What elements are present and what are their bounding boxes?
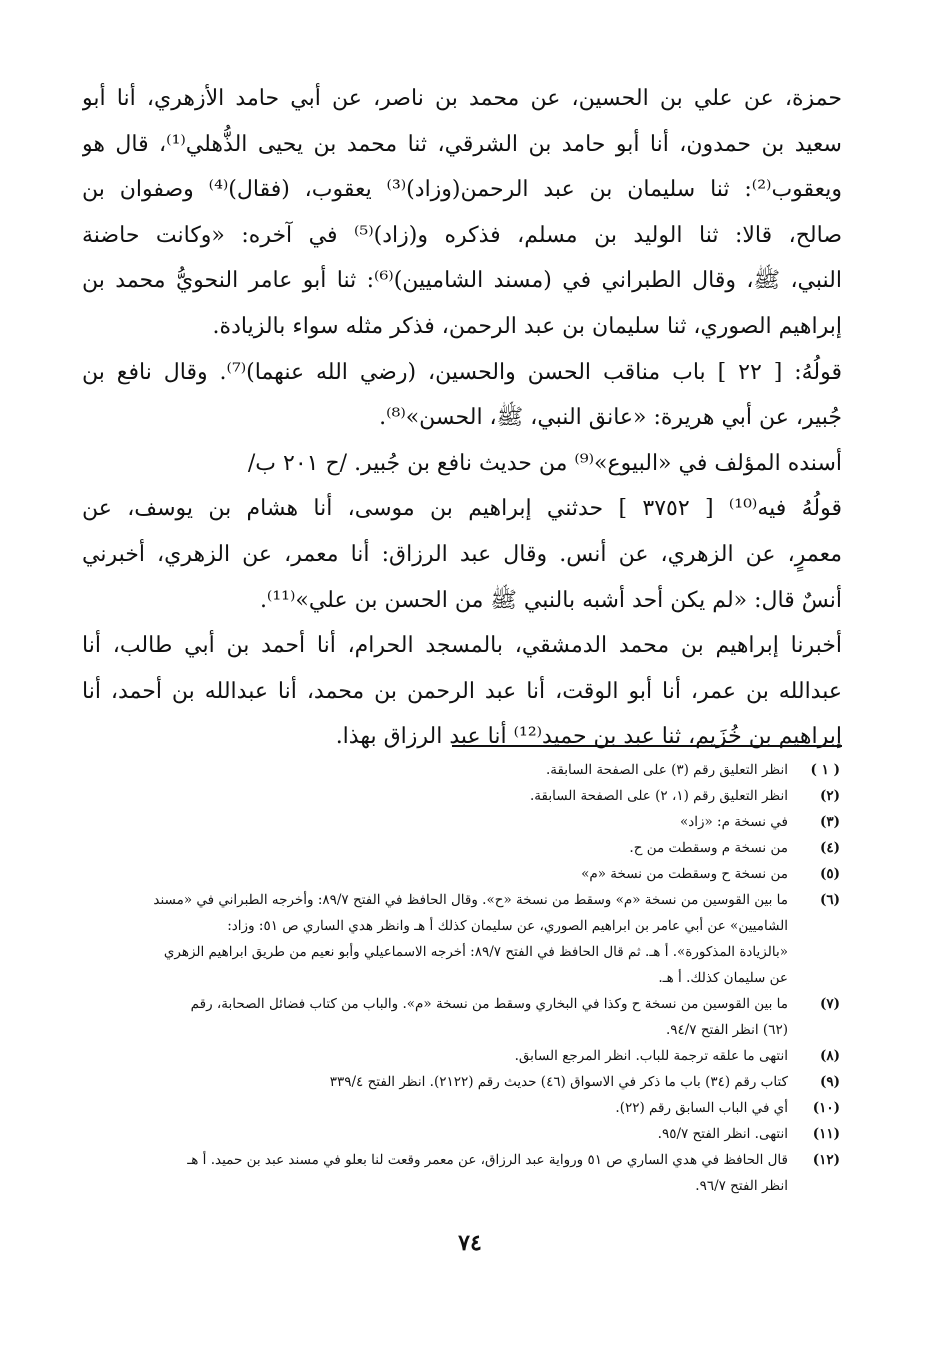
footnote-number: (٣) [819, 814, 840, 830]
footnote [88, 1069, 840, 1095]
footnote-text: انظر الفتح ٩٦/٧. [695, 1178, 788, 1194]
footnote [88, 991, 840, 1043]
footnote [88, 1121, 840, 1147]
text-line: إبراهيم الصوري، ثنا سليمان بن عبد الرحمن، فذكر مثله سواء بالزيادة. [212, 313, 842, 339]
footnote-text: انظر التعليق رقم (٣) على الصفحة السابقة. [545, 762, 788, 778]
footnote-text: قال الحافظ في هدي الساري ص ٥١ ورواية عبد الرزاق، عن معمر وقعت لنا بعلو في مسند عبد بن حميد. أ هـ [187, 1152, 788, 1168]
footnote-text: انتهى. انظر الفتح ٩٥/٧. [657, 1126, 788, 1142]
footnote-text: انتهى ما علقه ترجمة للباب. انظر المرجع السابق. [514, 1048, 788, 1064]
footnote-text: ما بين القوسين من نسخة «م» وسقط من نسخة «ح». وقال الحافظ في الفتح ٨٩/٧: وأخرجه الطبراني في «مسند [153, 892, 788, 908]
text-line: قولُهُ: [ ٢٢ ] باب مناقب الحسن والحسين، (رضي الله عنهما)⁽⁷⁾. وقال نافع بن [82, 359, 842, 385]
footnote-number: ( ١ ) [810, 762, 840, 778]
footnote-number: (٢) [819, 788, 840, 804]
footnotes [88, 757, 840, 1199]
footnote-number: (٨) [819, 1048, 840, 1064]
main-text [82, 76, 842, 760]
footnote [88, 887, 840, 991]
footnote [88, 835, 840, 861]
page-number: ٧٤ [458, 1230, 482, 1256]
text-line: معمرٍ، عن الزهري، عن أنس. وقال عبد الرزاق: أنا معمر، عن الزهري، أخبرني [82, 541, 842, 567]
footnote-text: الشاميين» عن أبي عامر بن ابراهيم الصوري، عن سليمان كذلك أ هـ وانظر هدي الساري ص ٥١: وزاد: [227, 918, 788, 934]
footnote-text: كتاب رقم (٣٤) باب ما ذكر في الاسواق (٤٦) حديث رقم (٢١٢٢). انظر الفتح ٣٣٩/٤ [329, 1074, 788, 1090]
footnote-text: «بالزيادة المذكورة». أ هـ. ثم قال الحافظ في الفتح ٨٩/٧: أخرجه الاسماعيلي وأبو نعيم من طريق ابراهيم الزهري [163, 944, 788, 960]
text-line: أخبرنا إبراهيم بن محمد الدمشقي، بالمسجد الحرام، أنا أحمد بن أبي طالب، أنا [82, 633, 842, 659]
footnote-text: من نسخة ح وسقطت من نسخة «م» [581, 866, 788, 882]
footnote-number: (٩) [819, 1074, 840, 1090]
footnote-number: (٤) [819, 840, 840, 856]
footnote-number: (٥) [819, 866, 840, 882]
footnote-text: من نسخة م وسقطت من ح. [629, 840, 788, 856]
text-line: قولُهُ فيه⁽¹⁰⁾ [ ٣٧٥٢ ] حدثني إبراهيم بن موسى، أنا هشام بن يوسف، عن [82, 496, 842, 522]
footnote [88, 809, 840, 835]
footnote [88, 783, 840, 809]
footnote-text: عن سليمان كذلك. أ هـ. [658, 970, 788, 986]
footnote [88, 1147, 840, 1199]
footnote [88, 1043, 840, 1069]
text-line: أنسٌ قال: «لم يكن أحد أشبه بالنبي ﷺ من الحسن بن علي»⁽¹¹⁾. [259, 587, 842, 613]
footnote-text: ما بين القوسين من نسخة ح وكذا في البخاري وسقط من نسخة «م». والباب من كتاب فضائل الصحابة، رقم [190, 996, 788, 1012]
footnote-text: (٦٢) انظر الفتح ٩٤/٧. [665, 1022, 788, 1038]
footnote-number: (٦) [819, 892, 840, 908]
footnote [88, 861, 840, 887]
text-line: حمزة، عن علي بن الحسين، عن محمد بن ناصر، عن أبي حامد الأزهري، أنا أبو [82, 86, 842, 111]
footnote-text: انظر التعليق رقم (١، ٢) على الصفحة السابقة. [530, 788, 788, 804]
footnote-number: (١٢) [812, 1152, 840, 1168]
text-line: أسنده المؤلف في «البيوع»⁽⁹⁾ من حديث نافع بن جُبير. /ح ٢٠١ ب/ [247, 450, 842, 476]
text-line: ويعقوب⁽²⁾: ثنا سليمان بن عبد الرحمن(وزاد)⁽³⁾ يعقوب، (فقال)⁽⁴⁾ وصفوان بن [82, 177, 842, 203]
text-line: النبي، ﷺ، وقال الطبراني في (مسند الشاميين)⁽⁶⁾: ثنا أبو عامر النحويُّ محمد بن [82, 268, 842, 294]
footnote-text: في نسخة م: «زاد» [679, 814, 788, 830]
footnote-number: (١٠) [812, 1100, 840, 1116]
footnote-number: (٧) [819, 996, 840, 1012]
footnote [88, 1095, 840, 1121]
text-line: إبراهيم بن خُزَيم، ثنا عبد بن حميد⁽¹²⁾ أنا عبد الرزاق بهذا. [335, 724, 842, 750]
text-line: سعيد بن حمدون، أنا أبو حامد بن الشرقي، ثنا محمد بن يحيى الذُّهلي⁽¹⁾، قال هو [82, 131, 842, 157]
footnote [88, 757, 840, 783]
text-line: صالح، قالا: ثنا الوليد بن مسلم، فذكره و(زاد)⁽⁵⁾ في آخره: «وكانت حاضنة [82, 222, 842, 248]
footnote-text: أي في الباب السابق رقم (٢٢). [615, 1100, 788, 1116]
text-line: جُبير، عن أبي هريرة: «عانق النبي، ﷺ، الحسن»⁽⁸⁾. [379, 405, 842, 431]
text-line: عبدالله بن عمر، أنا أبو الوقت، أنا عبد الرحمن بن محمد، أنا عبدالله بن أحمد، أنا [82, 678, 842, 704]
footnote-separator [452, 745, 842, 747]
footnote-number: (١١) [812, 1126, 840, 1142]
